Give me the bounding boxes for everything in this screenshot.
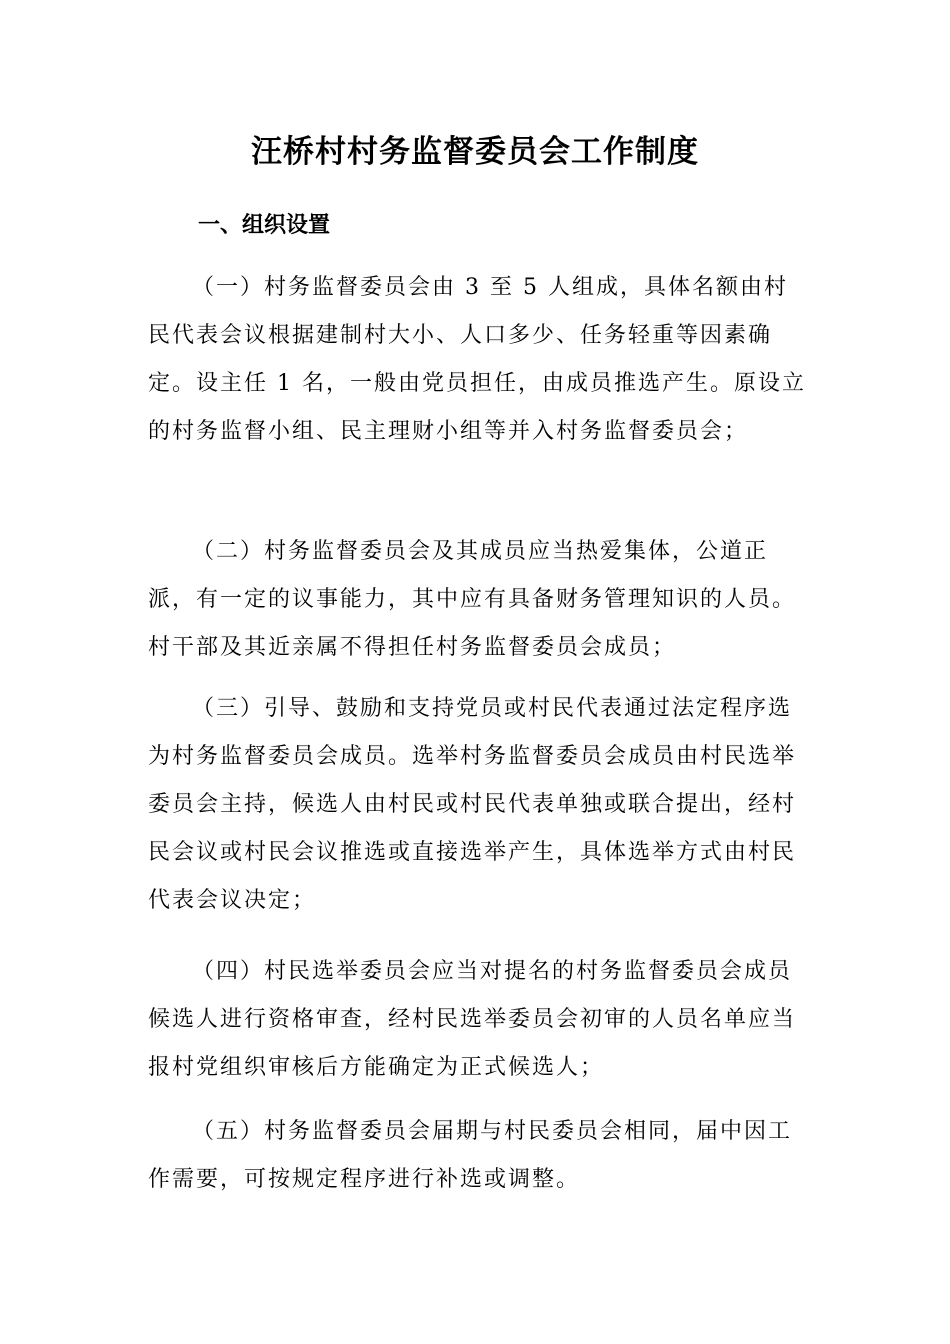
paragraph-3: （三）引导、鼓励和支持党员或村民代表通过法定程序选为村务监督委员会成员。选举村务监督委员会成员由村民选举委员会主持，候选人由村民或村民代表单独或联合提出，经村民会议或村民会议推选或直接选举产生，具体选举方式由村民代表会议决定； bbox=[148, 696, 797, 913]
section-heading: 一、组织设置 bbox=[198, 213, 331, 238]
paragraph-2: （二）村务监督委员会及其成员应当热爱集体，公道正派，有一定的议事能力，其中应有具备财务管理知识的人员。村干部及其近亲属不得担任村务监督委员会成员； bbox=[148, 539, 797, 660]
document-title: 汪桥村村务监督委员会工作制度 bbox=[251, 134, 699, 170]
paragraph-5: （五）村务监督委员会届期与村民委员会相同，届中因工作需要，可按规定程序进行补选或调整。 bbox=[148, 1119, 793, 1192]
paragraph-1: （一）村务监督委员会由 3 至 5 人组成，具体名额由村民代表会议根据建制村大小、人口多少、任务轻重等因素确定。设主任 1 名，一般由党员担任，由成员推选产生。原设立的村务监督小组、民主理财小组等并入村务监督委员会； bbox=[148, 275, 806, 444]
paragraph-4: （四）村民选举委员会应当对提名的村务监督委员会成员候选人进行资格审查，经村民选举委员会初审的人员名单应当报村党组织审核后方能确定为正式候选人； bbox=[148, 959, 797, 1080]
